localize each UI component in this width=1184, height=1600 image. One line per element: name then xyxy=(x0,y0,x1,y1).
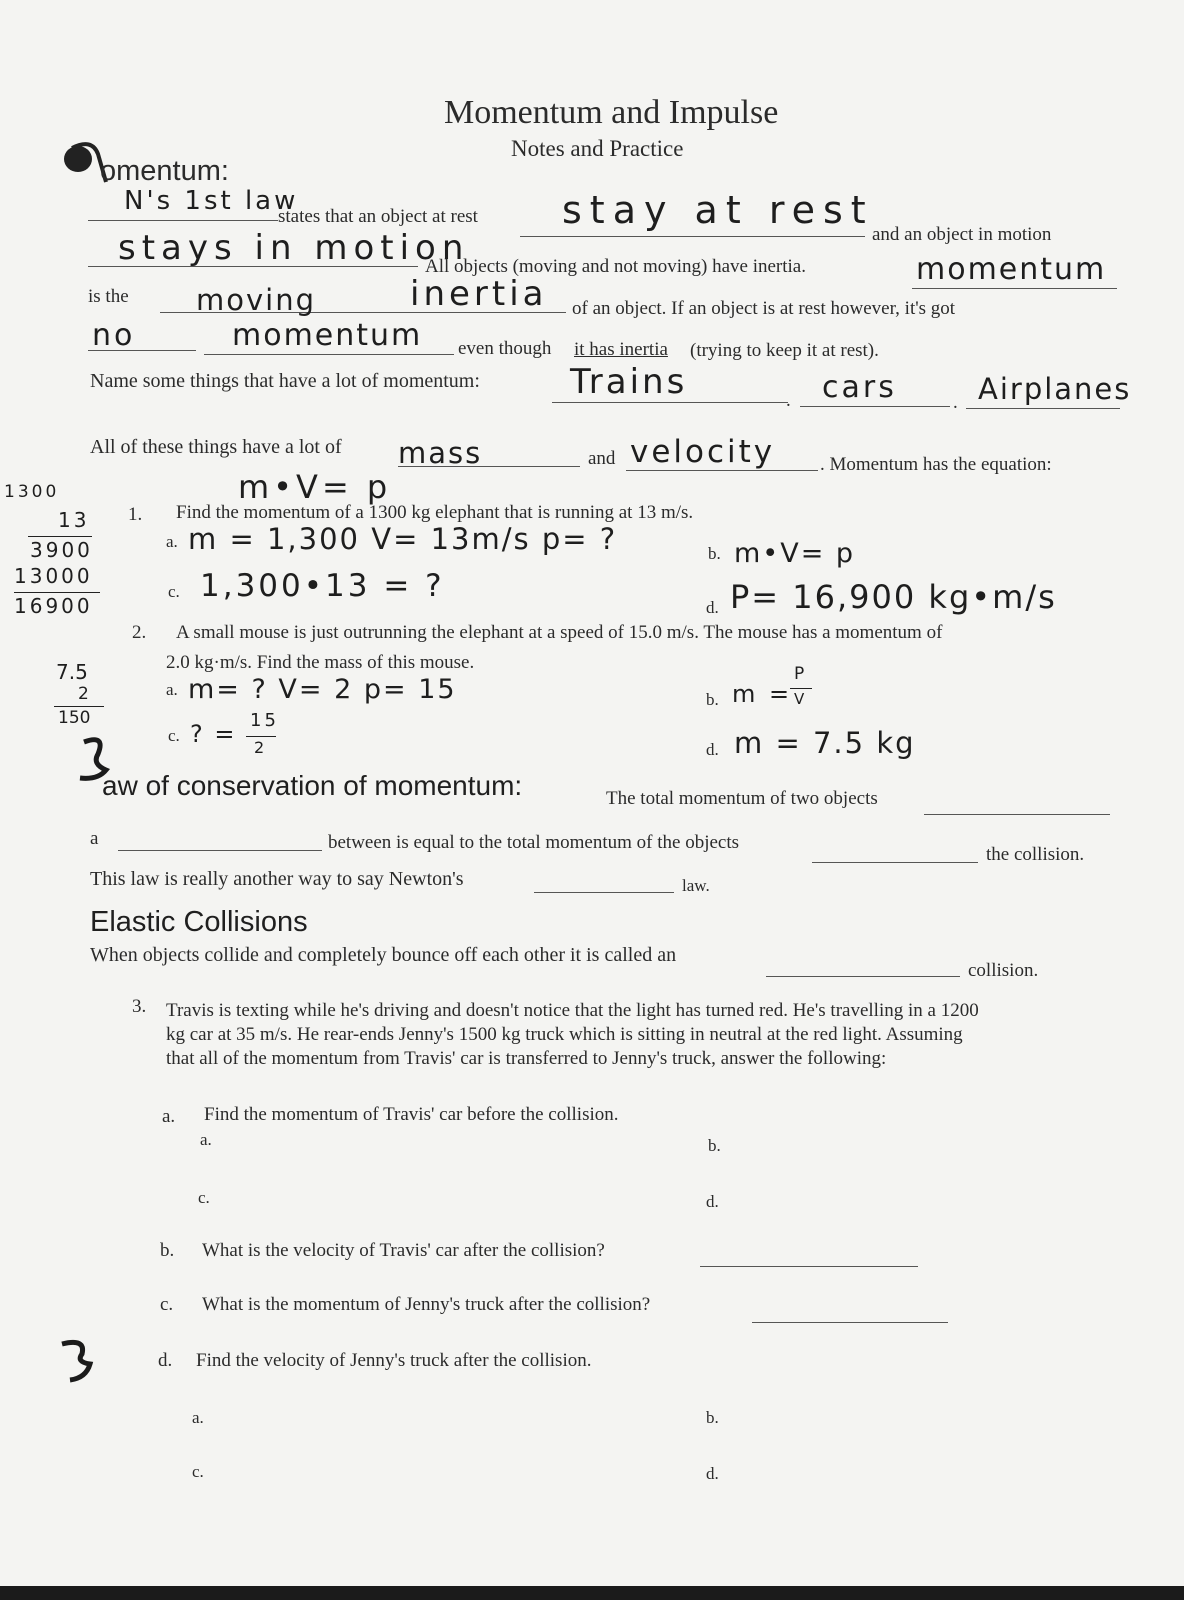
problem-3-c-label: c. xyxy=(160,1294,174,1315)
margin-work-3900: 3900 xyxy=(30,538,93,562)
hw-velocity: velocity xyxy=(630,434,776,470)
problem-3-line-2: kg car at 35 m/s. He rear-ends Jenny's 1500 kg truck which is sitting in neutral at the red light. Assuming xyxy=(166,1024,963,1045)
problem-3-a-sub-d: d. xyxy=(706,1192,719,1211)
text-is-the: is the xyxy=(88,286,129,307)
problem-3-b-text: What is the velocity of Travis' car after the collision? xyxy=(202,1240,605,1261)
problem-2-b-numerator: P xyxy=(794,664,808,684)
problem-2-c-label: c. xyxy=(168,726,180,745)
comma-2: . xyxy=(953,392,958,413)
blank-no-momentum xyxy=(204,354,454,355)
page-bottom-edge xyxy=(0,1586,1184,1600)
conservation-text-law-end: law. xyxy=(682,876,710,895)
problem-3-a-text: Find the momentum of Travis' car before the collision. xyxy=(204,1104,619,1125)
text-and: and xyxy=(588,448,616,469)
problem-3-a-label: a. xyxy=(162,1106,176,1127)
hw-equation: m•V= p xyxy=(238,468,392,506)
problem-3-line-3: that all of the momentum from Travis' car is transferred to Jenny's truck, answer the following: xyxy=(166,1048,887,1069)
margin-work-13: 13 xyxy=(58,508,90,532)
conservation-text-collision: the collision. xyxy=(986,844,1085,865)
conservation-label-a: a xyxy=(90,828,99,849)
text-all-objects: All objects (moving and not moving) have inertia. xyxy=(425,256,806,277)
problem-1-d-label: d. xyxy=(706,598,719,617)
problem-3-d-sub-a: a. xyxy=(192,1408,204,1427)
section-number-3-mark xyxy=(56,1334,106,1384)
conservation-text-1: The total momentum of two objects xyxy=(606,788,878,809)
margin-work-150: 150 xyxy=(58,708,91,728)
problem-3-d-sub-c: c. xyxy=(192,1462,204,1481)
hw-moving: moving xyxy=(196,283,316,317)
problem-3-b-label: b. xyxy=(160,1240,175,1261)
problem-1-text: Find the momentum of a 1300 kg elephant that is running at 13 m/s. xyxy=(176,502,694,523)
text-states: states that an object at rest xyxy=(278,206,478,227)
page-title: Momentum and Impulse xyxy=(444,94,779,131)
margin-work-16900: 16900 xyxy=(14,594,93,618)
blank-airplanes xyxy=(966,408,1120,409)
problem-3-a-sub-b: b. xyxy=(708,1136,721,1155)
problem-2-b-denominator: V xyxy=(794,690,808,708)
text-it-has-inertia: it has inertia xyxy=(574,339,668,360)
problem-3-c-text: What is the momentum of Jenny's truck after the collision? xyxy=(202,1294,651,1315)
conservation-heading: aw of conservation of momentum: xyxy=(102,770,523,801)
text-of-object: of an object. If an object is at rest however, it's got xyxy=(572,298,956,319)
margin-work-rule-1 xyxy=(28,536,92,537)
blank-newton-law xyxy=(88,220,278,221)
page-subtitle: Notes and Practice xyxy=(511,136,684,161)
hw-airplanes: Airplanes xyxy=(978,372,1132,406)
conservation-text-between: between is equal to the total momentum of the objects xyxy=(328,832,740,853)
problem-1-b-answer: m•V= p xyxy=(734,538,856,569)
blank-problem-3-c xyxy=(752,1322,948,1323)
problem-2-a-label: a. xyxy=(166,680,178,699)
text-name-some: Name some things that have a lot of momentum: xyxy=(90,370,480,392)
problem-1-c-label: c. xyxy=(168,582,180,601)
problem-3-number: 3. xyxy=(132,996,147,1017)
margin-work-rule-2 xyxy=(14,592,100,593)
hw-inertia: inertia xyxy=(410,274,548,314)
text-and-motion: and an object in motion xyxy=(872,224,1052,245)
problem-1-a-label: a. xyxy=(166,532,178,551)
problem-3-a-sub-a: a. xyxy=(200,1130,212,1149)
problem-2-text-2: 2.0 kg·m/s. Find the mass of this mouse. xyxy=(166,652,475,673)
problem-3-d-label: d. xyxy=(158,1350,173,1371)
hw-mass: mass xyxy=(398,436,483,470)
conservation-text-law: This law is really another way to say Newton's xyxy=(90,868,464,890)
blank-velocity xyxy=(626,470,818,471)
problem-2-d-label: d. xyxy=(706,740,719,759)
problem-2-c-fraction-bar xyxy=(246,736,276,737)
text-even-though: even though xyxy=(458,338,552,359)
problem-2-b-fraction-bar xyxy=(790,688,812,689)
blank-trains xyxy=(552,402,788,403)
hw-cars: cars xyxy=(822,370,897,405)
elastic-text-end: collision. xyxy=(968,960,1039,981)
problem-1-b-label: b. xyxy=(708,544,721,563)
problem-2-c-answer: ? = xyxy=(190,720,237,748)
problem-2-c-numerator: 15 xyxy=(250,710,279,731)
problem-3-d-sub-d: d. xyxy=(706,1464,719,1483)
text-equation: . Momentum has the equation: xyxy=(820,454,1052,475)
problem-2-b-answer: m = xyxy=(732,680,793,708)
problem-3-line-1: Travis is texting while he's driving and doesn't notice that the light has turned red. He's travelling in a 1200 xyxy=(166,1000,979,1021)
blank-stay-at-rest xyxy=(520,236,865,237)
problem-1-c-answer: 1,300•13 = ? xyxy=(200,568,445,604)
blank-conservation-before-after xyxy=(812,862,978,863)
hw-momentum: momentum xyxy=(916,252,1107,287)
problem-2-text-1: A small mouse is just outrunning the elephant at a speed of 15.0 m/s. The mouse has a momentum of xyxy=(176,622,943,643)
margin-work-13000: 13000 xyxy=(14,564,93,588)
problem-3-d-text: Find the velocity of Jenny's truck after the collision. xyxy=(196,1350,592,1371)
blank-elastic xyxy=(766,976,960,977)
hw-no: no xyxy=(92,318,136,353)
problem-2-number: 2. xyxy=(132,622,147,643)
problem-1-d-answer: P= 16,900 kg•m/s xyxy=(730,578,1057,616)
problem-2-b-label: b. xyxy=(706,690,719,709)
hw-trains: Trains xyxy=(570,362,688,402)
elastic-text: When objects collide and completely bounce off each other it is called an xyxy=(90,944,677,966)
problem-3-d-sub-b: b. xyxy=(706,1408,719,1427)
hw-newton-law: N's 1st law xyxy=(124,186,299,216)
problem-2-a-answer: m= ? V= 2 p= 15 xyxy=(188,674,457,705)
blank-newton-number xyxy=(534,892,674,893)
hw-no-momentum: momentum xyxy=(232,318,423,353)
comma-1: . xyxy=(786,390,791,411)
hw-stay-at-rest: stay at rest xyxy=(562,188,874,232)
margin-work-1300: 1300 xyxy=(4,482,60,502)
blank-conservation-1 xyxy=(924,814,1110,815)
problem-2-c-denominator: 2 xyxy=(254,738,268,757)
margin-work-2: 2 xyxy=(78,684,92,704)
momentum-heading: omentum: xyxy=(100,155,229,187)
blank-momentum xyxy=(912,288,1117,289)
text-trying: (trying to keep it at rest). xyxy=(690,340,879,361)
blank-cars xyxy=(800,406,950,407)
problem-2-d-answer: m = 7.5 kg xyxy=(734,726,916,760)
elastic-heading: Elastic Collisions xyxy=(90,906,308,938)
margin-work-rule-3 xyxy=(54,706,104,707)
problem-1-a-answer: m = 1,300 V= 13m/s p= ? xyxy=(188,522,618,556)
blank-problem-3-b xyxy=(700,1266,918,1267)
problem-3-a-sub-c: c. xyxy=(198,1188,210,1207)
problem-1-number: 1. xyxy=(128,504,143,525)
hw-stays-in-motion: stays in motion xyxy=(118,228,470,268)
blank-conservation-a xyxy=(118,850,322,851)
margin-work-7-5: 7.5 xyxy=(56,660,88,684)
text-all-these: All of these things have a lot of xyxy=(90,436,342,458)
